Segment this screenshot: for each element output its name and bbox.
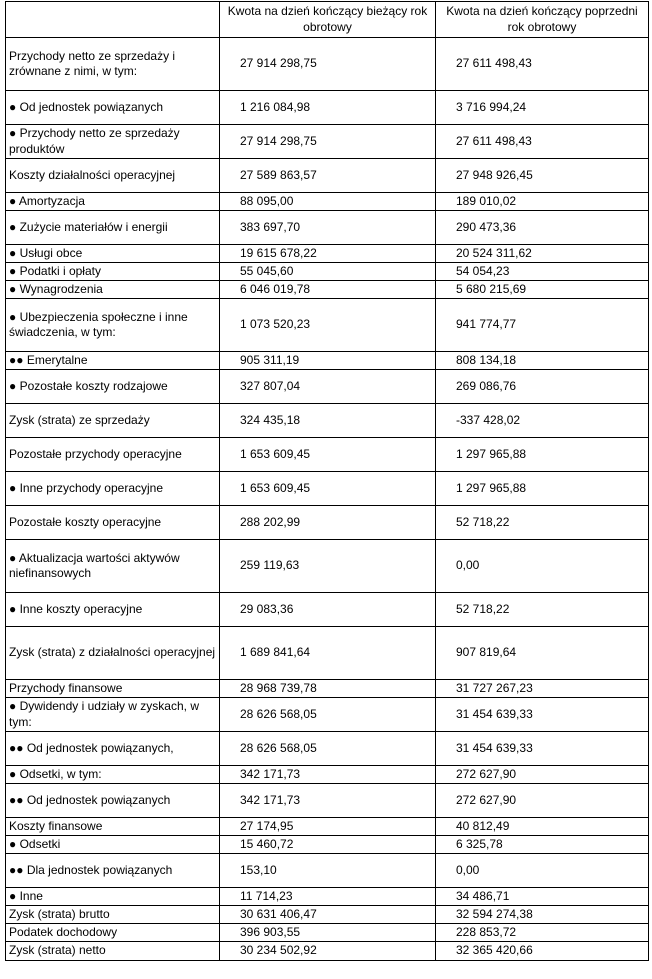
previous-year-value: 31 454 639,33 — [436, 698, 649, 732]
table-body — [6, 38, 649, 961]
current-year-value: 27 914 298,75 — [220, 38, 436, 91]
table-row — [6, 680, 649, 698]
previous-year-value: -337 428,02 — [436, 404, 649, 438]
row-label: ●● Od jednostek powiązanych — [6, 784, 220, 818]
row-label: ● Inne przychody operacyjne — [6, 472, 220, 506]
previous-year-value: 272 627,90 — [436, 784, 649, 818]
table-row — [6, 125, 649, 159]
previous-year-value: 27 611 498,43 — [436, 38, 649, 91]
table-row — [6, 370, 649, 404]
previous-year-value: 1 297 965,88 — [436, 472, 649, 506]
table-row — [6, 732, 649, 766]
current-year-value: 396 903,55 — [220, 924, 436, 942]
row-label: Przychody netto ze sprzedaży i zrównane z nimi, w tym: — [6, 38, 220, 91]
previous-year-value: 40 812,49 — [436, 818, 649, 836]
row-label: Podatek dochodowy — [6, 924, 220, 942]
row-label: ● Inne koszty operacyjne — [6, 593, 220, 627]
current-year-value: 30 631 406,47 — [220, 906, 436, 924]
current-year-value: 259 119,63 — [220, 540, 436, 593]
table-row — [6, 627, 649, 680]
table-row — [6, 784, 649, 818]
table-row — [6, 540, 649, 593]
table-row — [6, 211, 649, 245]
row-label: ● Ubezpieczenia społeczne i inne świadczenia, w tym: — [6, 299, 220, 352]
current-year-value: 27 589 863,57 — [220, 159, 436, 193]
row-label: Koszty działalności operacyjnej — [6, 159, 220, 193]
table-row — [6, 245, 649, 263]
current-year-value: 28 968 739,78 — [220, 680, 436, 698]
current-year-value: 27 174,95 — [220, 818, 436, 836]
current-year-value: 342 171,73 — [220, 766, 436, 784]
current-year-value: 905 311,19 — [220, 352, 436, 370]
row-label: ● Odsetki — [6, 836, 220, 854]
row-label: Przychody finansowe — [6, 680, 220, 698]
previous-year-value: 31 727 267,23 — [436, 680, 649, 698]
table-row — [6, 91, 649, 125]
previous-year-value: 290 473,36 — [436, 211, 649, 245]
current-year-value: 342 171,73 — [220, 784, 436, 818]
previous-year-value: 34 486,71 — [436, 888, 649, 906]
previous-year-value: 808 134,18 — [436, 352, 649, 370]
row-label: Koszty finansowe — [6, 818, 220, 836]
table-row — [6, 472, 649, 506]
table-row — [6, 299, 649, 352]
table-row — [6, 766, 649, 784]
row-label: ● Od jednostek powiązanych — [6, 91, 220, 125]
current-year-value: 55 045,60 — [220, 263, 436, 281]
previous-year-value: 52 718,22 — [436, 593, 649, 627]
table-row — [6, 404, 649, 438]
current-year-value: 28 626 568,05 — [220, 732, 436, 766]
row-label: ● Usługi obce — [6, 245, 220, 263]
row-label: ●● Dla jednostek powiązanych — [6, 854, 220, 888]
current-year-value: 1 216 084,98 — [220, 91, 436, 125]
table-row — [6, 836, 649, 854]
current-year-value: 1 073 520,23 — [220, 299, 436, 352]
previous-year-value: 32 594 274,38 — [436, 906, 649, 924]
table-row — [6, 352, 649, 370]
previous-year-value: 54 054,23 — [436, 263, 649, 281]
row-label: Pozostałe koszty operacyjne — [6, 506, 220, 540]
current-year-value: 27 914 298,75 — [220, 125, 436, 159]
previous-year-value: 3 716 994,24 — [436, 91, 649, 125]
previous-year-value: 52 718,22 — [436, 506, 649, 540]
header-row — [6, 2, 649, 38]
row-label: ●● Emerytalne — [6, 352, 220, 370]
previous-year-value: 31 454 639,33 — [436, 732, 649, 766]
table-row — [6, 38, 649, 91]
table-row — [6, 698, 649, 732]
previous-year-value: 5 680 215,69 — [436, 281, 649, 299]
current-year-value: 1 653 609,45 — [220, 472, 436, 506]
header-label-cell — [6, 2, 220, 38]
previous-year-value: 941 774,77 — [436, 299, 649, 352]
current-year-value: 327 807,04 — [220, 370, 436, 404]
table-row — [6, 193, 649, 211]
header-previous-year: Kwota na dzień kończący poprzedni rok obrotowy — [436, 2, 649, 38]
table-row — [6, 438, 649, 472]
current-year-value: 19 615 678,22 — [220, 245, 436, 263]
income-statement-table — [5, 1, 649, 961]
row-label: Zysk (strata) brutto — [6, 906, 220, 924]
previous-year-value: 0,00 — [436, 854, 649, 888]
table-row — [6, 281, 649, 299]
row-label: ● Inne — [6, 888, 220, 906]
previous-year-value: 272 627,90 — [436, 766, 649, 784]
table-row — [6, 854, 649, 888]
row-label: ● Amortyzacja — [6, 193, 220, 211]
previous-year-value: 20 524 311,62 — [436, 245, 649, 263]
previous-year-value: 228 853,72 — [436, 924, 649, 942]
current-year-value: 383 697,70 — [220, 211, 436, 245]
previous-year-value: 269 086,76 — [436, 370, 649, 404]
previous-year-value: 27 611 498,43 — [436, 125, 649, 159]
table-row — [6, 263, 649, 281]
current-year-value: 30 234 502,92 — [220, 942, 436, 961]
row-label: ●● Od jednostek powiązanych, — [6, 732, 220, 766]
row-label: ● Przychody netto ze sprzedaży produktów — [6, 125, 220, 159]
row-label: ● Odsetki, w tym: — [6, 766, 220, 784]
row-label: Zysk (strata) z działalności operacyjnej — [6, 627, 220, 680]
current-year-value: 28 626 568,05 — [220, 698, 436, 732]
previous-year-value: 6 325,78 — [436, 836, 649, 854]
current-year-value: 15 460,72 — [220, 836, 436, 854]
table-row — [6, 593, 649, 627]
table-row — [6, 924, 649, 942]
current-year-value: 29 083,36 — [220, 593, 436, 627]
row-label: ● Zużycie materiałów i energii — [6, 211, 220, 245]
table-row — [6, 906, 649, 924]
current-year-value: 153,10 — [220, 854, 436, 888]
row-label: Zysk (strata) ze sprzedaży — [6, 404, 220, 438]
current-year-value: 1 689 841,64 — [220, 627, 436, 680]
table-row — [6, 942, 649, 961]
table-row — [6, 159, 649, 193]
current-year-value: 324 435,18 — [220, 404, 436, 438]
current-year-value: 88 095,00 — [220, 193, 436, 211]
row-label: ● Wynagrodzenia — [6, 281, 220, 299]
current-year-value: 6 046 019,78 — [220, 281, 436, 299]
row-label: ● Podatki i opłaty — [6, 263, 220, 281]
table-row — [6, 888, 649, 906]
current-year-value: 11 714,23 — [220, 888, 436, 906]
previous-year-value: 1 297 965,88 — [436, 438, 649, 472]
table-row — [6, 506, 649, 540]
header-current-year: Kwota na dzień kończący bieżący rok obrotowy — [220, 2, 436, 38]
previous-year-value: 189 010,02 — [436, 193, 649, 211]
row-label: Pozostałe przychody operacyjne — [6, 438, 220, 472]
row-label: ● Dywidendy i udziały w zyskach, w tym: — [6, 698, 220, 732]
current-year-value: 1 653 609,45 — [220, 438, 436, 472]
row-label: ● Pozostałe koszty rodzajowe — [6, 370, 220, 404]
previous-year-value: 27 948 926,45 — [436, 159, 649, 193]
table-row — [6, 818, 649, 836]
previous-year-value: 0,00 — [436, 540, 649, 593]
row-label: ● Aktualizacja wartości aktywów niefinansowych — [6, 540, 220, 593]
row-label: Zysk (strata) netto — [6, 942, 220, 961]
previous-year-value: 907 819,64 — [436, 627, 649, 680]
current-year-value: 288 202,99 — [220, 506, 436, 540]
previous-year-value: 32 365 420,66 — [436, 942, 649, 961]
